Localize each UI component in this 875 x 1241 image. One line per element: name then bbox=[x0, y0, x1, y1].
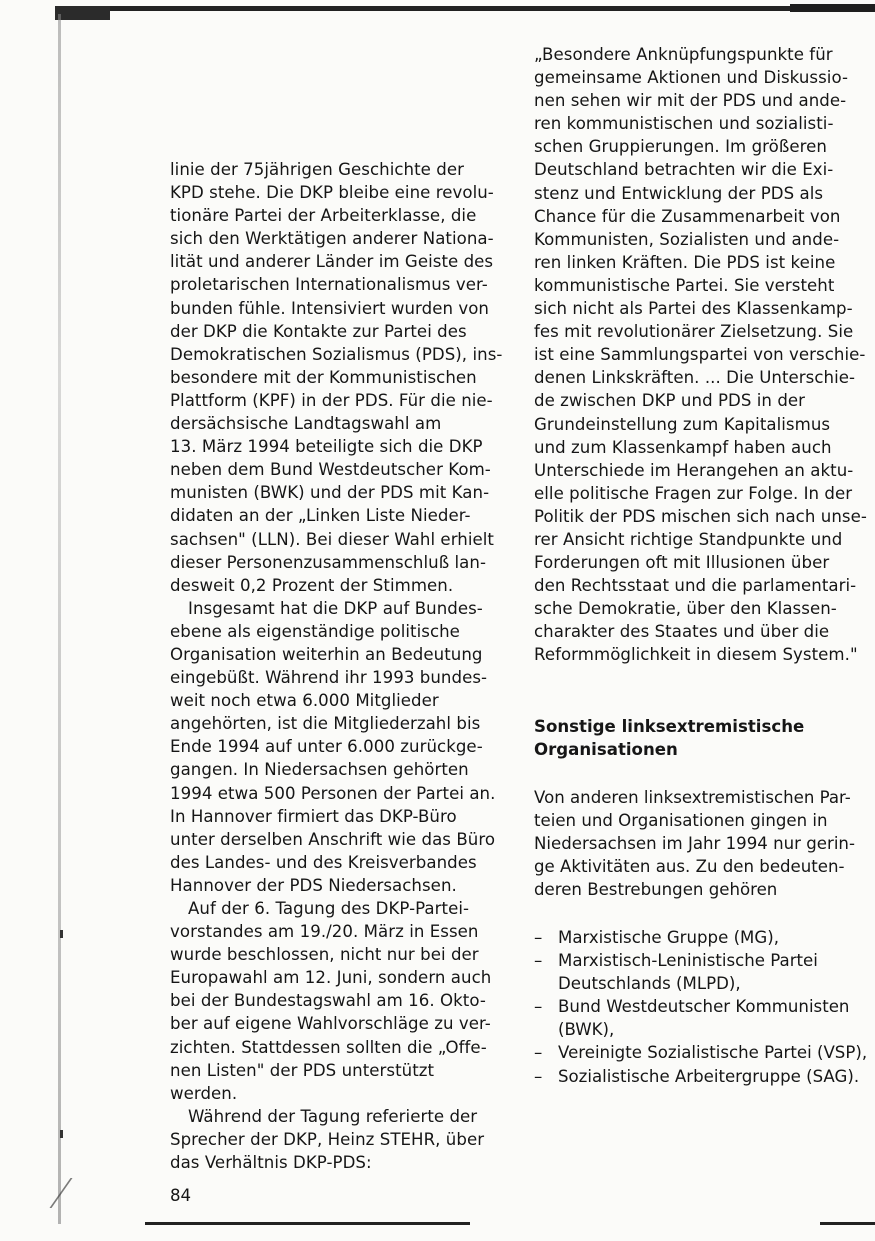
text-line: ebene als eigenständige politische bbox=[170, 621, 460, 641]
text-line: 1994 etwa 500 Personen der Partei an. bbox=[170, 783, 496, 803]
quote-line: rer Ansicht richtige Standpunkte und bbox=[534, 529, 843, 549]
text-line: Hannover der PDS Niedersachsen. bbox=[170, 875, 457, 895]
quote-line: charakter des Staates und über die bbox=[534, 622, 830, 642]
text-line: Ende 1994 auf unter 6.000 zurückge- bbox=[170, 737, 483, 757]
scan-edge-left bbox=[58, 14, 61, 1224]
text-line: teien und Organisationen gingen in bbox=[534, 811, 828, 831]
text-line: Europawahl am 12. Juni, sondern auch bbox=[170, 968, 492, 988]
page-number: 84 bbox=[170, 1186, 192, 1205]
text-line: wurde beschlossen, nicht nur bei der bbox=[170, 945, 479, 965]
text-line: lität und anderer Länder im Geiste des bbox=[170, 252, 494, 272]
text-line: In Hannover firmiert das DKP-Büro bbox=[170, 806, 457, 826]
quote-line: den Rechtsstaat und die parlamentari- bbox=[534, 576, 857, 596]
text-line: das Verhältnis DKP-PDS: bbox=[170, 1153, 372, 1173]
section-paragraph bbox=[534, 786, 864, 901]
quote-line: und zum Klassenkampf haben auch bbox=[534, 437, 832, 457]
text-line: Plattform (KPF) in der PDS. Für die nie- bbox=[170, 390, 493, 410]
text-line: Demokratischen Sozialismus (PDS), ins- bbox=[170, 344, 503, 364]
text-line: gangen. In Niedersachsen gehörten bbox=[170, 760, 469, 780]
text-line: proletarischen Internationalismus ver- bbox=[170, 275, 488, 295]
scan-speck bbox=[60, 1130, 63, 1138]
text-line: Sprecher der DKP, Heinz STEHR, über bbox=[170, 1129, 485, 1149]
text-line: werden. bbox=[170, 1083, 238, 1103]
list-item bbox=[534, 926, 874, 949]
text-line: Während der Tagung referierte der bbox=[188, 1106, 478, 1126]
quote-line: ren kommunistischen und sozialisti- bbox=[534, 114, 834, 134]
text-line: zichten. Stattdessen sollten die „Offe- bbox=[170, 1037, 487, 1057]
text-line: deren Bestrebungen gehören bbox=[534, 880, 778, 900]
list-item-line: Sozialistische Arbeitergruppe (SAG). bbox=[558, 1066, 860, 1086]
quote-line: Unterschiede im Herangehen an aktu- bbox=[534, 460, 854, 480]
text-line: bunden fühle. Intensiviert wurden von bbox=[170, 298, 489, 318]
dash-bullet: – bbox=[534, 951, 543, 971]
quote-line: schen Gruppierungen. Im größeren bbox=[534, 137, 827, 157]
scan-corner-mark bbox=[49, 1178, 94, 1208]
text-line: Auf der 6. Tagung des DKP-Partei- bbox=[188, 899, 470, 918]
quote-line: ren linken Kräften. Die PDS ist keine bbox=[534, 252, 836, 272]
list-item bbox=[534, 1065, 874, 1088]
quote-line: Reformmöglichkeit in diesem System." bbox=[534, 645, 858, 665]
quote-line: denen Linkskräften. ... Die Unterschie- bbox=[534, 368, 856, 388]
dash-bullet: – bbox=[534, 928, 543, 947]
list-item-line: Bund Westdeutscher Kommunisten bbox=[558, 997, 850, 1017]
text-line: angehörten, ist die Mitgliederzahl bis bbox=[170, 714, 481, 734]
text-line: ge Aktivitäten aus. Zu den bedeuten- bbox=[534, 857, 845, 877]
quote-line: kommunistische Partei. Sie versteht bbox=[534, 275, 835, 295]
quote-line: „Besondere Anknüpfungspunkte für bbox=[534, 45, 833, 64]
dash-bullet: – bbox=[534, 1066, 543, 1086]
heading-line: Sonstige linksextremistische bbox=[534, 717, 805, 736]
list-item-line: Marxistische Gruppe (MG), bbox=[558, 928, 779, 947]
text-line: didaten an der „Linken Liste Nieder- bbox=[170, 506, 471, 526]
list-item bbox=[534, 995, 874, 1041]
text-line: Niedersachsen im Jahr 1994 nur gerin- bbox=[534, 834, 855, 854]
text-line: 13. März 1994 beteiligte sich die DKP bbox=[170, 437, 483, 457]
quote-line: de zwischen DKP und PDS in der bbox=[534, 391, 806, 411]
text-line: besondere mit der Kommunistischen bbox=[170, 367, 477, 387]
text-line: neben dem Bund Westdeutscher Kom- bbox=[170, 460, 491, 480]
text-line: KPD stehe. Die DKP bleibe eine revolu- bbox=[170, 183, 494, 203]
text-line: Von anderen linksextremistischen Par- bbox=[534, 788, 851, 807]
list-item-line: Marxistisch-Leninistische Partei bbox=[558, 951, 818, 971]
left-column bbox=[170, 158, 503, 1174]
list-item-line: Vereinigte Sozialistische Partei (VSP), bbox=[558, 1043, 868, 1063]
text-line: vorstandes am 19./20. März in Essen bbox=[170, 922, 479, 942]
text-line: unter derselben Anschrift wie das Büro bbox=[170, 829, 496, 849]
scan-edge-bottom-right bbox=[820, 1222, 875, 1225]
quote-line: Grundeinstellung zum Kapitalismus bbox=[534, 414, 831, 434]
text-line: Insgesamt hat die DKP auf Bundes- bbox=[188, 598, 483, 618]
text-line: munisten (BWK) und der PDS mit Kan- bbox=[170, 483, 490, 503]
organization-list bbox=[534, 926, 874, 1088]
scan-edge-top-right bbox=[790, 4, 875, 12]
text-line: linie der 75jährigen Geschichte der bbox=[170, 160, 464, 179]
quote-line: Politik der PDS mischen sich nach unse- bbox=[534, 506, 867, 526]
quote-line: Chance für die Zusammenarbeit von bbox=[534, 206, 841, 226]
text-line: ber auf eigene Wahlvorschläge zu ver- bbox=[170, 1014, 491, 1034]
section-heading bbox=[534, 715, 854, 761]
right-column-quote bbox=[534, 43, 867, 667]
quote-line: sich nicht als Partei des Klassenkamp- bbox=[534, 299, 853, 319]
text-line: dieser Personenzusammenschluß lan- bbox=[170, 552, 487, 572]
quote-line: Kommunisten, Sozialisten und ande- bbox=[534, 229, 840, 249]
text-line: sich den Werktätigen anderer Nationa- bbox=[170, 229, 494, 249]
text-line: der DKP die Kontakte zur Partei des bbox=[170, 321, 467, 341]
text-line: sachsen" (LLN). Bei dieser Wahl erhielt bbox=[170, 529, 494, 549]
text-line: nen Listen" der PDS unterstützt bbox=[170, 1060, 435, 1080]
quote-line: elle politische Fragen zur Folge. In der bbox=[534, 483, 853, 503]
text-line: dersächsische Landtagswahl am bbox=[170, 414, 442, 434]
text-line: eingebüßt. Während ihr 1993 bundes- bbox=[170, 668, 488, 688]
quote-line: Forderungen oft mit Illusionen über bbox=[534, 553, 830, 573]
dash-bullet: – bbox=[534, 1043, 543, 1063]
list-item-line: Deutschlands (MLPD), bbox=[558, 974, 741, 994]
quote-line: sche Demokratie, über den Klassen- bbox=[534, 599, 837, 619]
text-line: Organisation weiterhin an Bedeutung bbox=[170, 644, 483, 664]
quote-line: gemeinsame Aktionen und Diskussio- bbox=[534, 68, 848, 88]
quote-line: Deutschland betrachten wir die Exi- bbox=[534, 160, 834, 180]
list-item bbox=[534, 949, 874, 995]
quote-line: nen sehen wir mit der PDS und ande- bbox=[534, 91, 847, 111]
dash-bullet: – bbox=[534, 997, 543, 1017]
scan-edge-bottom-left bbox=[145, 1222, 470, 1225]
quote-line: ist eine Sammlungspartei von verschie- bbox=[534, 345, 866, 365]
scan-edge-top bbox=[55, 6, 875, 11]
list-item-line: (BWK), bbox=[558, 1020, 615, 1040]
text-line: tionäre Partei der Arbeiterklasse, die bbox=[170, 206, 477, 226]
scan-edge-top-left bbox=[55, 6, 110, 20]
text-line: bei der Bundestagswahl am 16. Okto- bbox=[170, 991, 486, 1011]
scan-speck bbox=[60, 930, 63, 938]
quote-line: stenz und Entwicklung der PDS als bbox=[534, 183, 824, 203]
quote-line: fes mit revolutionärer Zielsetzung. Sie bbox=[534, 322, 854, 342]
text-line: weit noch etwa 6.000 Mitglieder bbox=[170, 691, 439, 711]
list-item bbox=[534, 1041, 874, 1064]
text-line: des Landes- und des Kreisverbandes bbox=[170, 852, 477, 872]
text-line: desweit 0,2 Prozent der Stimmen. bbox=[170, 575, 454, 595]
heading-line: Organisationen bbox=[534, 740, 678, 760]
